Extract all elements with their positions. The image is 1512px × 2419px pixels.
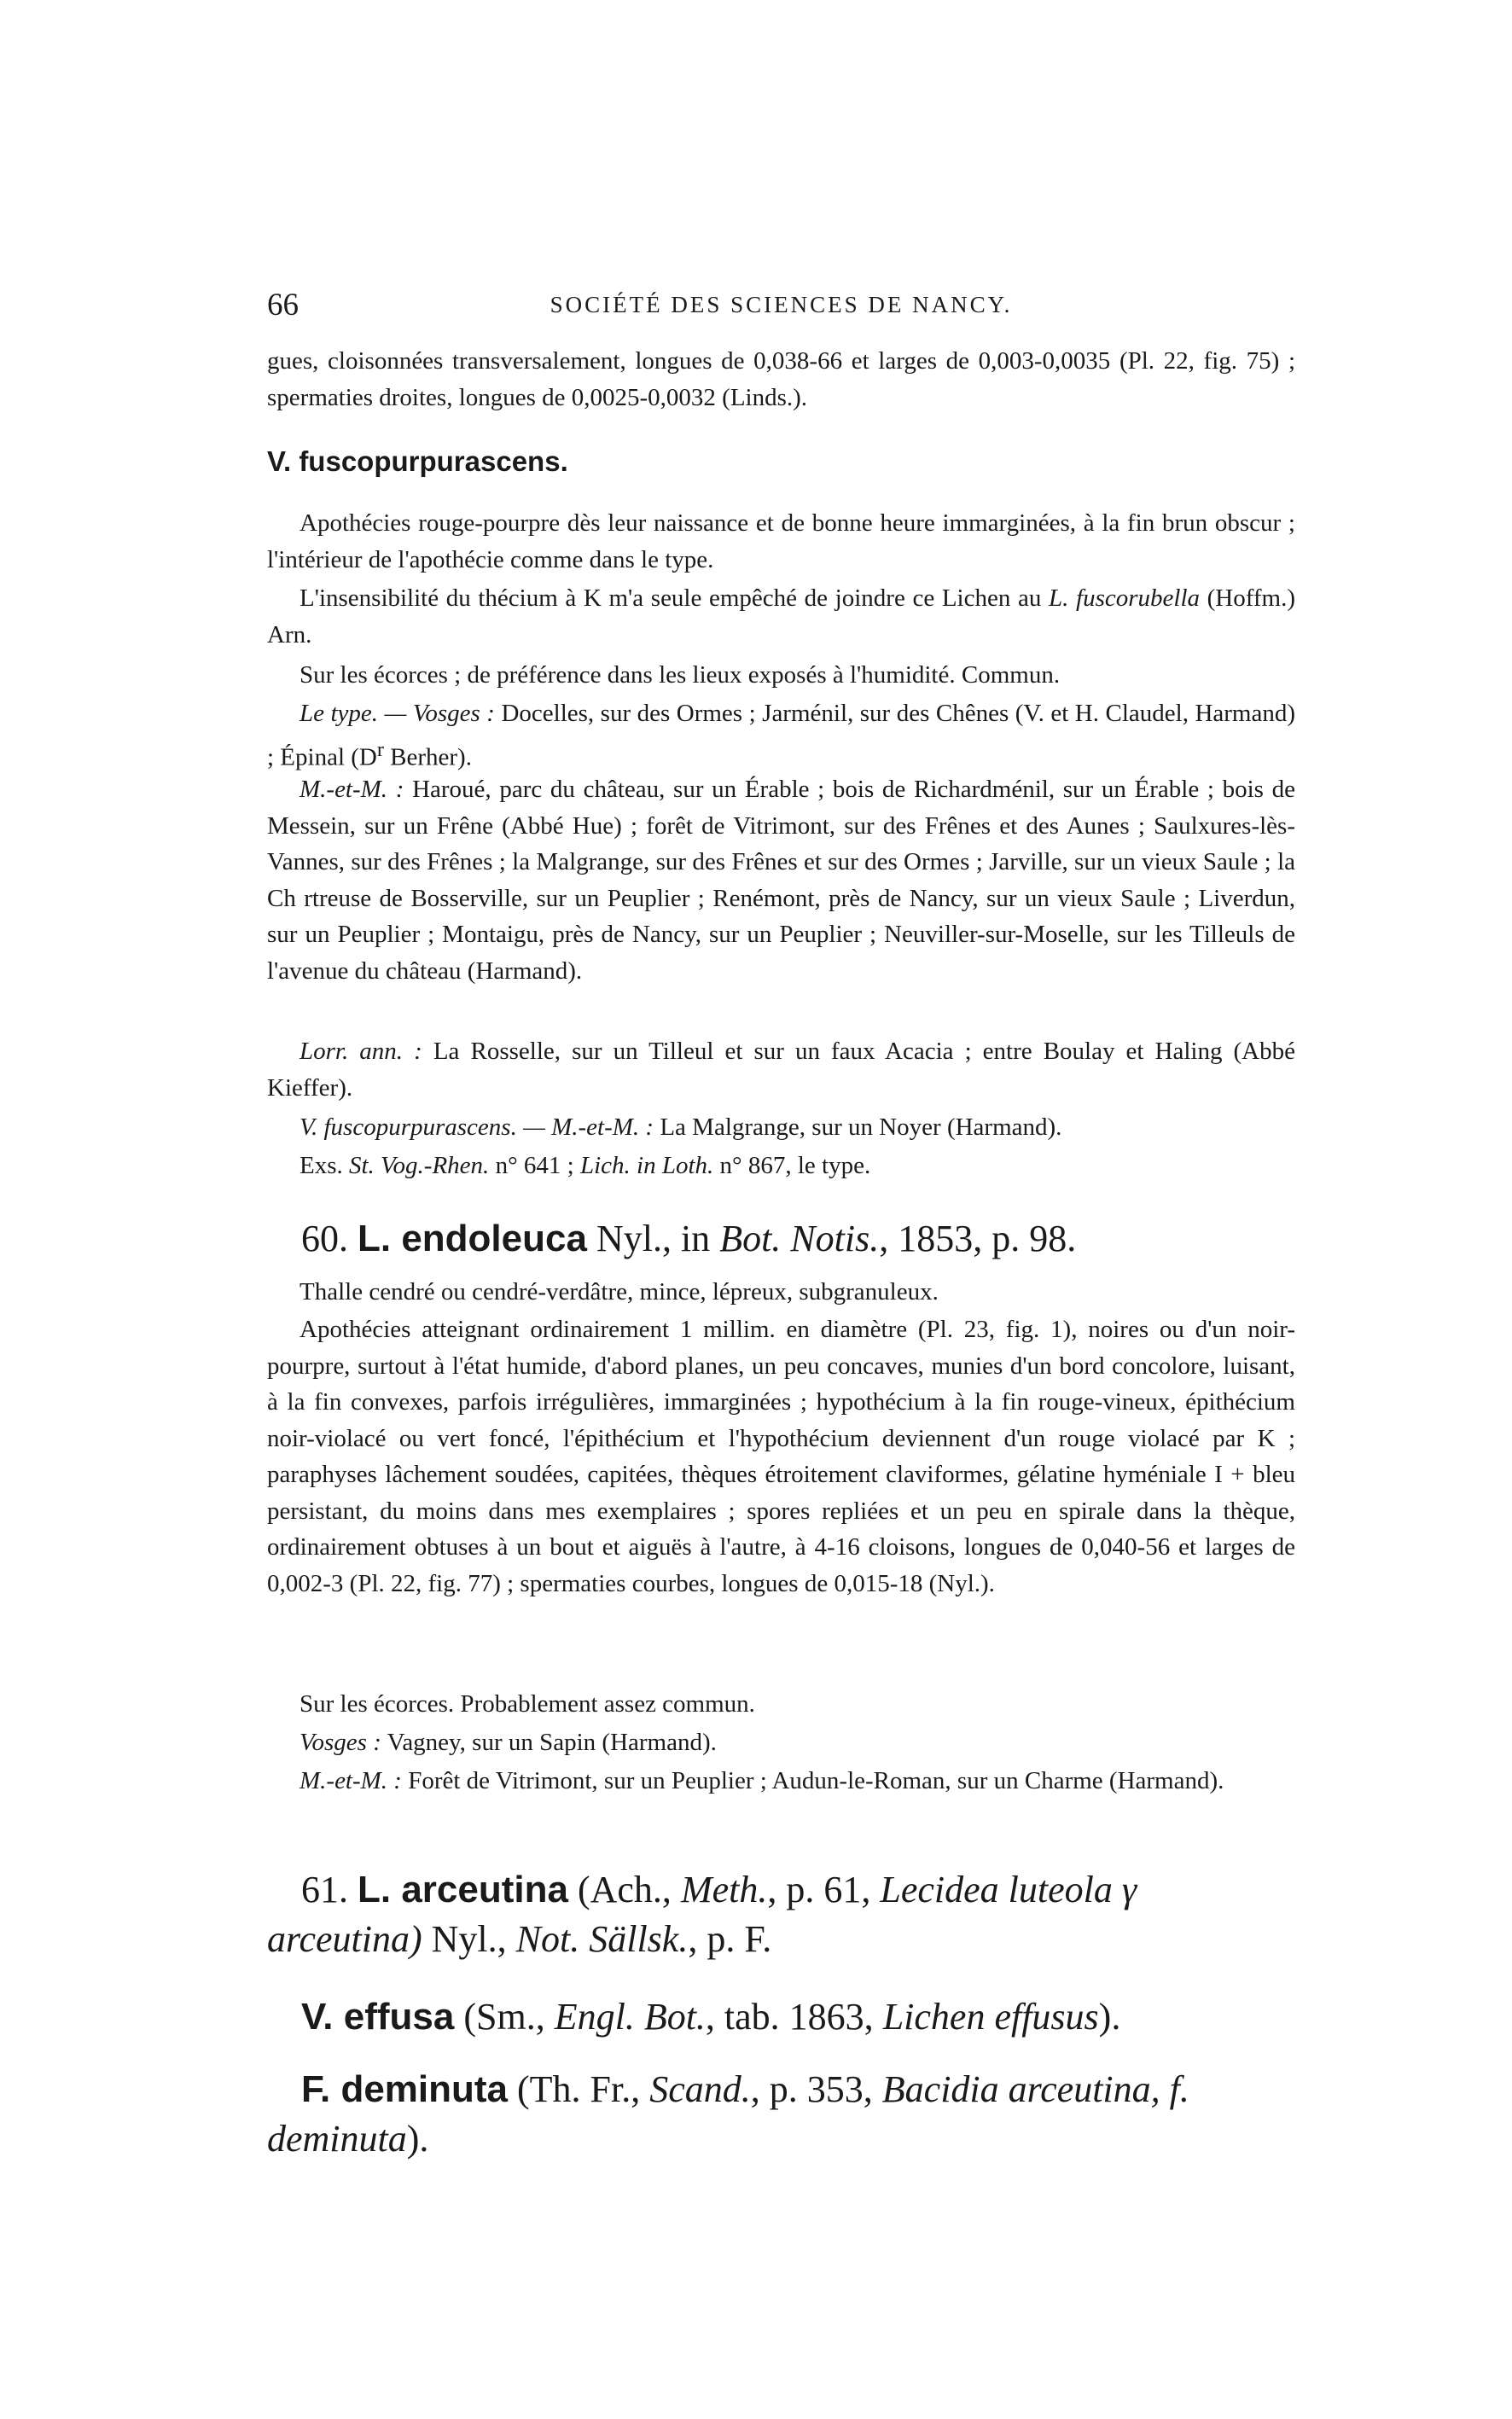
page-number: 66 xyxy=(267,288,299,323)
text-run: Meth. xyxy=(680,1869,768,1910)
text-run: Nyl., xyxy=(422,1918,516,1960)
paragraph-apothecies xyxy=(267,505,1295,578)
text-run: (Hoffm.) Arn. xyxy=(267,584,1295,648)
variety-heading: V. fuscopurpurascens. xyxy=(267,445,568,477)
text-run: Le type. — Vosges : xyxy=(299,700,495,727)
form-heading-deminuta xyxy=(267,2065,1295,2164)
text-run: ). xyxy=(406,2118,429,2160)
paragraph-lorraine xyxy=(267,1033,1295,1106)
text-run: Vosges : xyxy=(299,1729,381,1756)
text-run: Not. Sällsk. xyxy=(515,1918,689,1960)
text-run: V. fuscopurpurascens. — M.-et-M. : xyxy=(299,1114,654,1141)
running-title: SOCIÉTÉ DES SCIENCES DE NANCY. xyxy=(550,292,1013,317)
text-run: (Sm., xyxy=(454,1996,555,2038)
text-run: M.-et-M. : xyxy=(299,776,404,803)
paragraph-habitat xyxy=(267,657,1295,694)
text-run: , tab. 1863, xyxy=(705,1996,883,2038)
text-run: Vagney, sur un Sapin (Harmand). xyxy=(381,1729,717,1756)
text-run: Exs. xyxy=(299,1152,349,1179)
text-run: Lichen effusus xyxy=(882,1996,1099,2038)
text-run: Forêt de Vitrimont, sur un Peuplier ; Audun-le-Roman, sur un Charme (Harmand). xyxy=(401,1767,1224,1794)
paragraph-thalle xyxy=(267,1274,1295,1311)
variety-heading-effusa xyxy=(267,1992,1295,2042)
paragraph-exsiccata xyxy=(267,1148,1295,1184)
text-run: (Ach., xyxy=(567,1869,681,1910)
paragraph-vosges-2 xyxy=(267,1724,1295,1761)
text-run: Bacidia arceutina, f. deminuta xyxy=(267,2068,1189,2160)
text-run: r xyxy=(376,737,384,761)
paragraph-intro xyxy=(267,343,1295,416)
text-run: L. endoleuca xyxy=(358,1218,587,1259)
text-run: Engl. Bot. xyxy=(554,1996,706,2038)
text-run: F. deminuta xyxy=(301,2068,509,2110)
text-run: Apothécies atteignant ordinairement 1 millim. en diamètre (Pl. 23, fig. 1), noires ou d'un noir-pourpre, surtout à l'état humide, d'abord planes, un peu concaves, munies d'un bord concolore, luisant, à la fin convexes, parfois irrégulières, immarginées ; hypothécium à la fin rouge-vineux, épithécium noir-violacé ou vert foncé, l'épithécium et l'hypothécium deviennent d'un rouge violacé par K ; paraphyses lâchement soudées, capitées, thèques étroitement claviformes, gélatine hyméniale I + bleu persistant, du moins dans mes exemplaires ; spores repliées et un peu en spirale dans la thèque, ordinairement obtuses à un bout et aiguës à l'autre, à 4-16 cloisons, longues de 0,040-56 et larges de 0,002-3 (Pl. 22, fig. 77) ; spermaties courbes, longues de 0,015-18 (Nyl.). xyxy=(267,1316,1295,1597)
text-run: , p. F. xyxy=(688,1918,772,1960)
text-run: Sur les écorces ; de préférence dans les lieux exposés à l'humidité. Commun. xyxy=(299,661,1061,689)
text-run: Scand. xyxy=(649,2068,751,2110)
text-run: L. arceutina xyxy=(358,1869,568,1910)
text-run: Sur les écorces. Probablement assez commun. xyxy=(299,1690,755,1718)
paragraph-insensibilite xyxy=(267,580,1295,653)
text-run: Thalle cendré ou cendré-verdâtre, mince, lépreux, subgranuleux. xyxy=(299,1278,939,1305)
text-run: Bot. Notis. xyxy=(719,1218,880,1259)
text-run: n° 867, le type. xyxy=(713,1152,871,1179)
text-run: (Th. Fr., xyxy=(508,2068,650,2110)
text-run: gues, cloisonnées transversalement, longues de 0,038-66 et larges de 0,003-0,0035 (Pl. 22, fig. 75) ; spermaties droites, longues de 0,0025-0,0032 (Linds.). xyxy=(267,347,1295,411)
text-run: V. effusa xyxy=(301,1996,455,2038)
text-run: Lich. in Loth. xyxy=(579,1152,714,1179)
text-run: M.-et-M. : xyxy=(299,1767,402,1794)
text-run: Haroué, parc du château, sur un Érable ; bois de Richardménil, sur un Érable ; bois de Messein, sur un Frêne (Abbé Hue) ; forêt de Vitrimont, sur des Frênes et des Aunes ; Saulxures-lès-Vannes, sur des Frênes ; la Malgrange, sur des Frênes et sur des Ormes ; Jarville, sur un vieux Saule ; la Ch rtreuse de Bosserville, sur un Peuplier ; Renémont, près de Nancy, sur un vieux Saule ; Liverdun, sur un Peuplier ; Montaigu, près de Nancy, sur un Peuplier ; Neuviller-sur-Moselle, sur les Tilleuls de l'avenue du château (Harmand). xyxy=(267,776,1295,985)
paragraph-type-vosges xyxy=(267,695,1295,776)
text-run: Apothécies rouge-pourpre dès leur naissance et de bonne heure immarginées, à la fin brun obscur ; l'intérieur de l'apothécie comme dans le type. xyxy=(267,509,1295,573)
paragraph-apothecies-description xyxy=(267,1311,1295,1602)
text-run: Lorr. ann. : xyxy=(299,1038,422,1065)
text-run: 61. xyxy=(301,1869,358,1910)
paragraph-meurthe-moselle xyxy=(267,771,1295,989)
species-heading-61 xyxy=(267,1865,1295,1964)
species-heading-60 xyxy=(267,1214,1295,1264)
text-run: Docelles, sur des Ormes ; Jarménil, sur des Chênes (V. et H. Claudel, Harmand) ; Épinal (D xyxy=(267,700,1296,771)
paragraph-meurthe-moselle-2 xyxy=(267,1763,1295,1800)
text-run: , 1853, p. 98. xyxy=(879,1218,1077,1259)
text-run: L. fuscorubella xyxy=(1049,584,1200,612)
text-run: 60. xyxy=(301,1218,358,1259)
text-run: St. Vog.-Rhen. xyxy=(349,1152,490,1179)
text-run: , p. 353, xyxy=(750,2068,882,2110)
text-run: ). xyxy=(1098,1996,1121,2038)
text-run: Lecidea luteola γ arceutina) xyxy=(267,1869,1137,1960)
text-run: L'insensibilité du thécium à K m'a seule empêché de joindre ce Lichen au xyxy=(299,584,1049,612)
text-run: La Malgrange, sur un Noyer (Harmand). xyxy=(654,1114,1062,1141)
page-header xyxy=(267,287,1295,329)
text-run: Berher). xyxy=(383,743,472,771)
text-run: Nyl., in xyxy=(586,1218,720,1259)
text-run: n° 641 ; xyxy=(489,1152,580,1179)
paragraph-var-locality xyxy=(267,1109,1295,1146)
text-run: , p. 61, xyxy=(767,1869,881,1910)
paragraph-habitat-2 xyxy=(267,1686,1295,1723)
text-run: La Rosselle, sur un Tilleul et sur un faux Acacia ; entre Boulay et Haling (Abbé Kieffer). xyxy=(267,1038,1295,1102)
